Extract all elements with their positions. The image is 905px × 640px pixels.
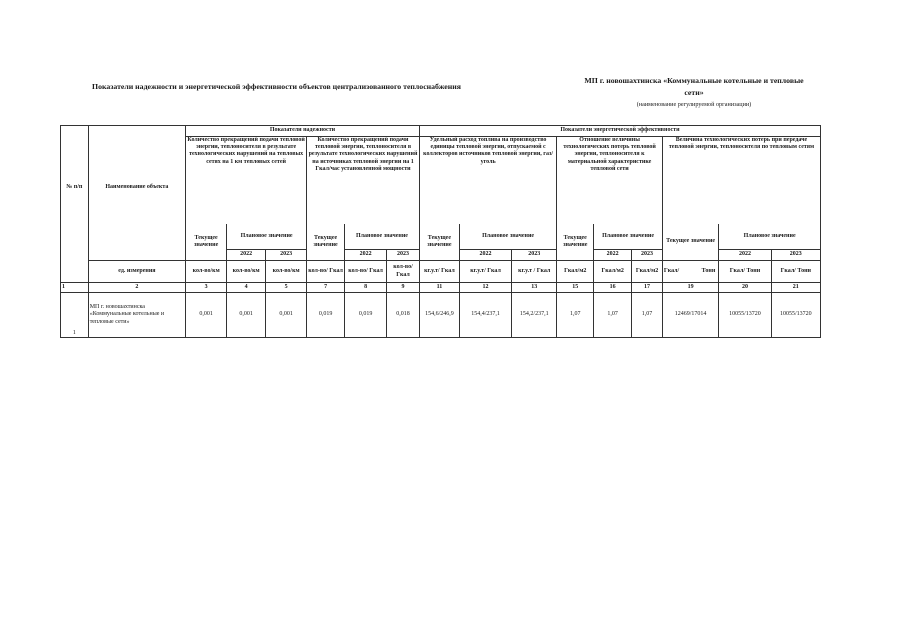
column-number: 2 [88,283,185,293]
column-number: 8 [345,283,387,293]
value-cell: 0,019 [345,293,387,338]
indicator-loss-ratio: Отношение величины технологических потерь тепловой энергии, теплоносителя к материальной характеристике тепловой сети [557,137,663,224]
value-cell: 10055/13720 [719,293,771,338]
current-header: Текущее значение [557,224,594,261]
indicator-technological-losses: Величина технологических потерь при передаче тепловой энергии, теплоносителя по тепловым сетям [662,137,820,224]
year-2023: 2023 [512,250,557,261]
unit-cell: кол-во/ Гкал [387,261,420,283]
current-header: Текущее значение [419,224,459,261]
col-header-name: Наименование объекта [88,126,185,250]
value-cell: 0,018 [387,293,420,338]
table-row [61,293,821,338]
column-number: 19 [662,283,718,293]
value-cell: 0,001 [186,293,227,338]
unit-cell: кг.у.т/ Гкал [419,261,459,283]
page-title: Показатели надежности и энергетической эффективности объектов централизованного теплоснабжения [92,82,461,91]
column-number: 20 [719,283,771,293]
year-2022: 2022 [345,250,387,261]
unit-cell: кг.у.т/ Гкал [459,261,511,283]
unit-cell-split [662,261,718,283]
unit-cell-part: Тонн [701,267,716,274]
value-cell: 154,6/246,9 [419,293,459,338]
current-header: Текущее значение [186,224,227,261]
column-number: 15 [557,283,594,293]
year-2022: 2022 [227,250,266,261]
column-number: 1 [61,283,89,293]
column-number: 13 [512,283,557,293]
unit-cell: кол-во/ Гкал [345,261,387,283]
row-number: 1 [61,293,89,338]
unit-cell: кол-во/км [227,261,266,283]
value-cell: 154,4/237,1 [459,293,511,338]
organization-caption: (наименование регулируемой организации) [636,101,752,108]
value-cell: 1,07 [594,293,632,338]
column-number: 3 [186,283,227,293]
group-reliability: Показатели надежности [186,126,420,137]
column-number: 7 [307,283,345,293]
year-2023: 2023 [632,250,663,261]
column-number: 11 [419,283,459,293]
units-label: ед. измерения [88,261,185,283]
unit-cell: кол-во/ Гкал [307,261,345,283]
unit-cell: Гкал/м2 [632,261,663,283]
column-number: 4 [227,283,266,293]
unit-cell: кг.у.т / Гкал [512,261,557,283]
year-2023: 2023 [266,250,307,261]
unit-cell-part: Гкал/ [663,267,680,274]
planned-header: Плановое значение [459,224,556,250]
indicators-table [60,125,821,338]
current-header: Текущее значение [662,224,718,261]
indicator-outages-sources: Количество прекращений подачи тепловой энергии, теплоносителя в результате технологических нарушений на источниках тепловой энергии на 1 Гкал/час установленной мощности [307,137,420,224]
year-2022: 2022 [459,250,511,261]
planned-header: Плановое значение [227,224,307,250]
unit-cell: кол-во/км [186,261,227,283]
value-cell: 0,019 [307,293,345,338]
organization-name: МП г. новошахтинска «Коммунальные котельные и тепловые сети» [584,76,804,97]
value-cell: 10055/13720 [771,293,820,338]
year-2023: 2023 [387,250,420,261]
unit-cell: Гкал/м2 [557,261,594,283]
organization-block [575,75,813,109]
value-cell: 154,2/237,1 [512,293,557,338]
year-2023: 2023 [771,250,820,261]
unit-cell: Гкал/ Тонн [771,261,820,283]
planned-header: Плановое значение [345,224,420,250]
value-cell: 0,001 [227,293,266,338]
column-number: 16 [594,283,632,293]
current-header: Текущее значение [307,224,345,261]
planned-header: Плановое значение [719,224,821,250]
indicator-fuel-consumption: Удельный расход топлива на производство единицы тепловой энергии, отпускаемой с коллекторов источников тепловой энергии, газ/уголь [419,137,556,224]
group-efficiency: Показатели энергетической эффективности [419,126,820,137]
year-2022: 2022 [719,250,771,261]
col-header-no: № п/п [61,126,89,250]
column-number: 17 [632,283,663,293]
unit-cell: Гкал/ Тонн [719,261,771,283]
planned-header: Плановое значение [594,224,663,250]
indicator-outages-network: Количество прекращений подачи тепловой энергии, теплоносителя в результате технологических нарушений на тепловых сетях на 1 км тепловых сетей [186,137,307,224]
column-number: 9 [387,283,420,293]
column-number: 21 [771,283,820,293]
object-name: МП г. новошахтинска «Коммунальные котельные и тепловые сети» [88,293,185,338]
unit-cell: кол-во/км [266,261,307,283]
value-cell: 1,07 [557,293,594,338]
value-cell: 12469/17014 [662,293,718,338]
column-number: 12 [459,283,511,293]
value-cell: 1,07 [632,293,663,338]
unit-cell: Гкал/м2 [594,261,632,283]
value-cell: 0,001 [266,293,307,338]
year-2022: 2022 [594,250,632,261]
column-number: 5 [266,283,307,293]
